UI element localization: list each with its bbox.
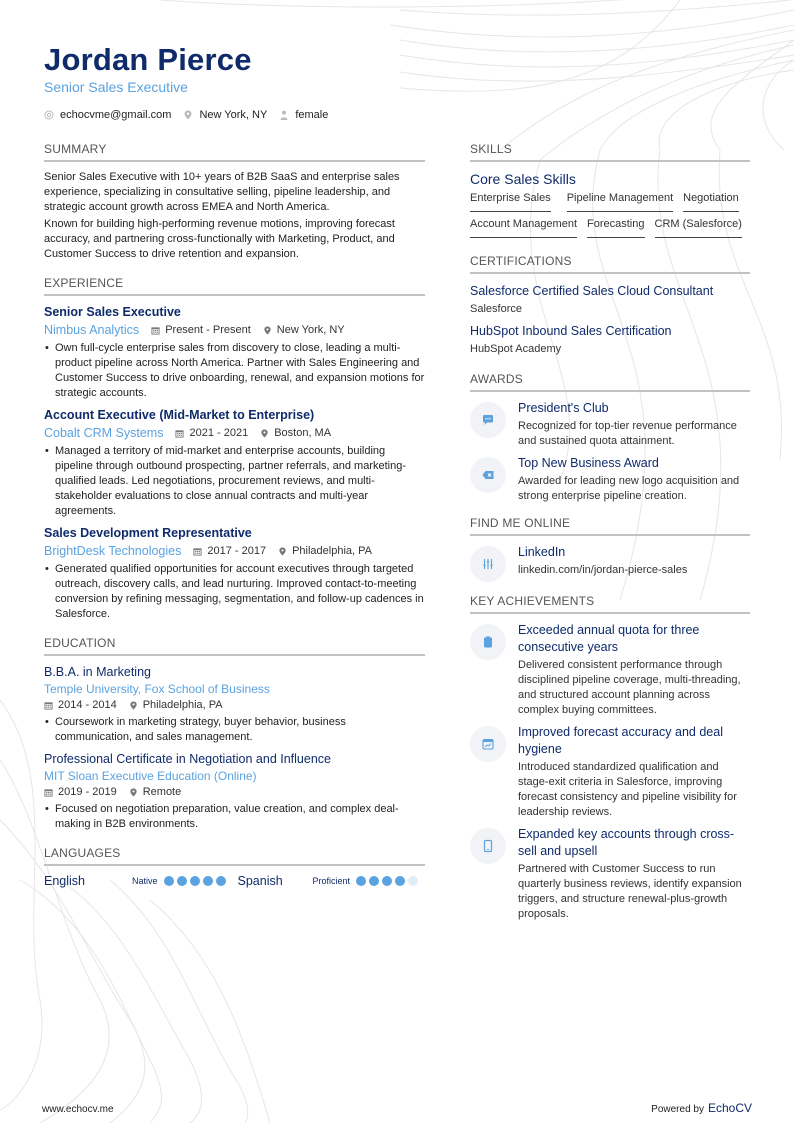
achievement-title: Exceeded annual quota for three consecutive years: [518, 623, 700, 654]
section-heading: LANGUAGES: [44, 846, 425, 866]
dates-text: 2021 - 2021: [189, 427, 249, 439]
job-dates: [175, 424, 248, 442]
sliders-icon: [481, 557, 495, 571]
rating-dot-filled: [203, 876, 213, 886]
award-icon-badge: [470, 402, 506, 438]
rating-dot-empty: [408, 876, 418, 886]
left-column: [44, 142, 425, 900]
location-text: New York, NY: [199, 109, 268, 121]
contact-location: [183, 109, 267, 121]
dates-text: 2014 - 2014: [58, 699, 117, 711]
online-profile-item[interactable]: [470, 544, 750, 582]
edu-dates: [44, 784, 117, 800]
languages-row: [44, 874, 425, 888]
powered-by-label: Powered by: [651, 1104, 704, 1115]
language-name: English: [44, 874, 85, 888]
degree-title: Professional Certificate in Negotiation and Influence: [44, 752, 331, 766]
candidate-name: Jordan Pierce: [44, 42, 252, 77]
award-title: President's Club: [518, 401, 609, 415]
achievement-icon-badge: [470, 726, 506, 762]
dates-text: Present - Present: [165, 324, 251, 336]
job-title: Account Executive (Mid-Market to Enterprise): [44, 408, 315, 422]
award-body: [518, 400, 750, 449]
section-heading: SUMMARY: [44, 142, 425, 162]
achievement-description: Delivered consistent performance through disciplined pipeline coverage, multi-threading, and structured account planning across complex buying committees.: [518, 659, 741, 716]
education-meta: [44, 784, 425, 800]
language-name: Spanish: [237, 874, 283, 888]
rating-dot-filled: [164, 876, 174, 886]
award-description: Awarded for leading new logo acquisition and strong enterprise pipeline creation.: [518, 475, 740, 502]
tablet-icon: [481, 839, 495, 853]
location-text: Remote: [142, 786, 182, 798]
achievement-item: [470, 826, 750, 922]
candidate-title: Senior Sales Executive: [44, 79, 188, 95]
resume-header: [44, 42, 328, 121]
location-text: Boston, MA: [274, 427, 332, 439]
job-bullet: • Own full-cycle enterprise sales from discovery to close, leading a multi-product pipeline across North America. Partner with Sales Engineering and Customer Success to drive onboarding, renewal, and expansion motions for strategic accounts.: [44, 341, 425, 401]
achievement-title: Improved forecast accuracy and deal hygiene: [518, 725, 723, 756]
certifications-section: [470, 254, 750, 358]
school-name: Temple University, Fox School of Business: [44, 682, 270, 696]
section-heading: EXPERIENCE: [44, 276, 425, 296]
section-heading: AWARDS: [470, 372, 750, 392]
rating-dot-filled: [369, 876, 379, 886]
education-bullet: • Focused on negotiation preparation, value creation, and complex deal-making in B2B environments.: [44, 802, 425, 832]
skill-tag: Enterprise Sales: [470, 190, 551, 212]
job-title: Sales Development Representative: [44, 526, 252, 540]
award-icon-badge: [470, 457, 506, 493]
school-name: MIT Sloan Executive Education (Online): [44, 769, 257, 783]
job-bullet: • Generated qualified opportunities for account executives through targeted outreach, discovery calls, and lead nurturing. Improved contact-to-meeting conversion by refining messaging, segmentation, and follow-up cadences in Salesforce.: [44, 562, 425, 622]
skill-tags: [470, 190, 750, 238]
online-network: LinkedIn: [518, 545, 566, 559]
achievement-body: [518, 622, 750, 718]
calendar-icon: [44, 788, 53, 797]
language-level: Native: [132, 876, 158, 886]
company-name: BrightDesk Technologies: [44, 544, 182, 558]
rating-dot-filled: [216, 876, 226, 886]
achievement-body: [518, 826, 750, 922]
skill-category: Core Sales Skills: [470, 171, 576, 187]
calendar-icon: [44, 701, 53, 710]
footer-website[interactable]: www.echocv.me: [42, 1104, 114, 1115]
right-column: [470, 142, 750, 934]
section-heading: SKILLS: [470, 142, 750, 162]
job-meta: [44, 424, 425, 442]
award-item: [470, 455, 750, 504]
summary-paragraph: Known for building high-performing revenue motions, improving forecast accuracy, and partnering cross-functionally with Marketing, Product, and Customer Success to drive retention and expansion.: [44, 218, 395, 260]
education-item: [44, 664, 425, 745]
calendar-chart-icon: [481, 737, 495, 751]
online-section: [470, 516, 750, 582]
job-meta: [44, 321, 425, 339]
degree-title: B.B.A. in Marketing: [44, 665, 151, 679]
location-text: Philadelphia, PA: [142, 699, 223, 711]
edu-dates: [44, 697, 117, 713]
job-location: [263, 321, 345, 339]
map-pin-icon: [260, 429, 269, 438]
certification-name: HubSpot Inbound Sales Certification: [470, 324, 672, 338]
certification-issuer: Salesforce: [470, 303, 522, 315]
dates-text: 2017 - 2017: [207, 545, 267, 557]
section-heading: FIND ME ONLINE: [470, 516, 750, 536]
footer-powered-by[interactable]: [651, 1101, 752, 1115]
award-body: [518, 455, 750, 504]
achievement-description: Introduced standardized qualification and stage-exit criteria in Salesforce, improving forecast consistency and pipeline visibility for leadership reviews.: [518, 761, 737, 818]
calendar-icon: [193, 547, 202, 556]
certification-name: Salesforce Certified Sales Cloud Consultant: [470, 284, 714, 298]
backspace-tag-icon: [481, 468, 495, 482]
language-level: Proficient: [312, 876, 351, 886]
online-icon-badge: [470, 546, 506, 582]
rating-dot-filled: [190, 876, 200, 886]
map-pin-icon: [263, 326, 272, 335]
languages-section: [44, 846, 425, 888]
achievement-item: [470, 724, 750, 820]
online-url[interactable]: linkedin.com/in/jordan-pierce-sales: [518, 564, 688, 576]
rating-dot-filled: [356, 876, 366, 886]
map-pin-icon: [183, 110, 193, 120]
job-meta: [44, 542, 425, 560]
online-body: [518, 544, 750, 582]
award-item: [470, 400, 750, 449]
experience-item: [44, 525, 425, 622]
job-bullet: • Managed a territory of mid-market and enterprise accounts, building pipeline through outbound prospecting, partner referrals, and marketing-qualified leads. Led negotiations, procurement reviews, and multi-stakeholder evaluations to close annual contracts and multi-year agreements.: [44, 444, 425, 519]
section-heading: KEY ACHIEVEMENTS: [470, 594, 750, 614]
education-bullet: • Coursework in marketing strategy, buyer behavior, business communication, and sales management.: [44, 715, 425, 745]
language-rating: [164, 876, 226, 886]
skill-tag: CRM (Salesforce): [655, 216, 742, 238]
brand-name: EchoCV: [707, 1101, 752, 1115]
rating-dot-filled: [395, 876, 405, 886]
job-dates: [193, 542, 266, 560]
skill-tag: Pipeline Management: [567, 190, 673, 212]
job-location: [278, 542, 372, 560]
certification-item: [470, 282, 750, 318]
job-title: Senior Sales Executive: [44, 305, 181, 319]
education-meta: [44, 697, 425, 713]
section-heading: CERTIFICATIONS: [470, 254, 750, 274]
achievement-icon-badge: [470, 624, 506, 660]
skill-tag: Forecasting: [587, 216, 644, 238]
map-pin-icon: [278, 547, 287, 556]
summary-section: [44, 142, 425, 262]
experience-item: [44, 304, 425, 401]
chat-bubble-icon: [481, 413, 495, 427]
award-description: Recognized for top-tier revenue performance and sustained quota attainment.: [518, 420, 737, 447]
map-pin-icon: [129, 788, 138, 797]
contact-email[interactable]: [44, 109, 171, 121]
skill-tag: Account Management: [470, 216, 577, 238]
calendar-icon: [175, 429, 184, 438]
skill-tag: Negotiation: [683, 190, 739, 212]
language-rating: [356, 876, 418, 886]
achievement-title: Expanded key accounts through cross-sell and upsell: [518, 827, 735, 858]
gender-text: female: [295, 109, 329, 121]
award-title: Top New Business Award: [518, 456, 659, 470]
location-text: Philadelphia, PA: [292, 545, 372, 557]
rating-dot-filled: [177, 876, 187, 886]
dates-text: 2019 - 2019: [58, 786, 117, 798]
experience-item: [44, 407, 425, 519]
achievement-icon-badge: [470, 828, 506, 864]
job-location: [260, 424, 331, 442]
achievement-description: Partnered with Customer Success to run quarterly business reviews, identify expansion triggers, and structure renewal-plus-growth proposals.: [518, 863, 742, 920]
achievement-body: [518, 724, 750, 820]
contact-gender: [279, 109, 328, 121]
education-section: [44, 636, 425, 832]
certification-item: [470, 322, 750, 358]
contact-row: [44, 109, 328, 121]
summary-paragraph: Senior Sales Executive with 10+ years of B2B SaaS and enterprise sales experience, specializing in consultative selling, pipeline leadership, and strategic account growth across EMEA and North America.: [44, 171, 400, 213]
achievements-section: [470, 594, 750, 922]
at-icon: [44, 110, 54, 120]
job-dates: [151, 321, 251, 339]
achievement-item: [470, 622, 750, 718]
map-pin-icon: [129, 701, 138, 710]
awards-section: [470, 372, 750, 504]
email-text: echocvme@gmail.com: [60, 109, 172, 121]
certification-issuer: HubSpot Academy: [470, 343, 562, 355]
rating-dot-filled: [382, 876, 392, 886]
edu-location: [129, 697, 223, 713]
section-heading: EDUCATION: [44, 636, 425, 656]
company-name: Nimbus Analytics: [44, 323, 140, 337]
skills-section: [470, 142, 750, 238]
company-name: Cobalt CRM Systems: [44, 426, 164, 440]
edu-location: [129, 784, 182, 800]
person-icon: [279, 110, 289, 120]
experience-section: [44, 276, 425, 622]
location-text: New York, NY: [276, 324, 345, 336]
clipboard-icon: [481, 635, 495, 649]
calendar-icon: [151, 326, 160, 335]
education-item: [44, 751, 425, 832]
